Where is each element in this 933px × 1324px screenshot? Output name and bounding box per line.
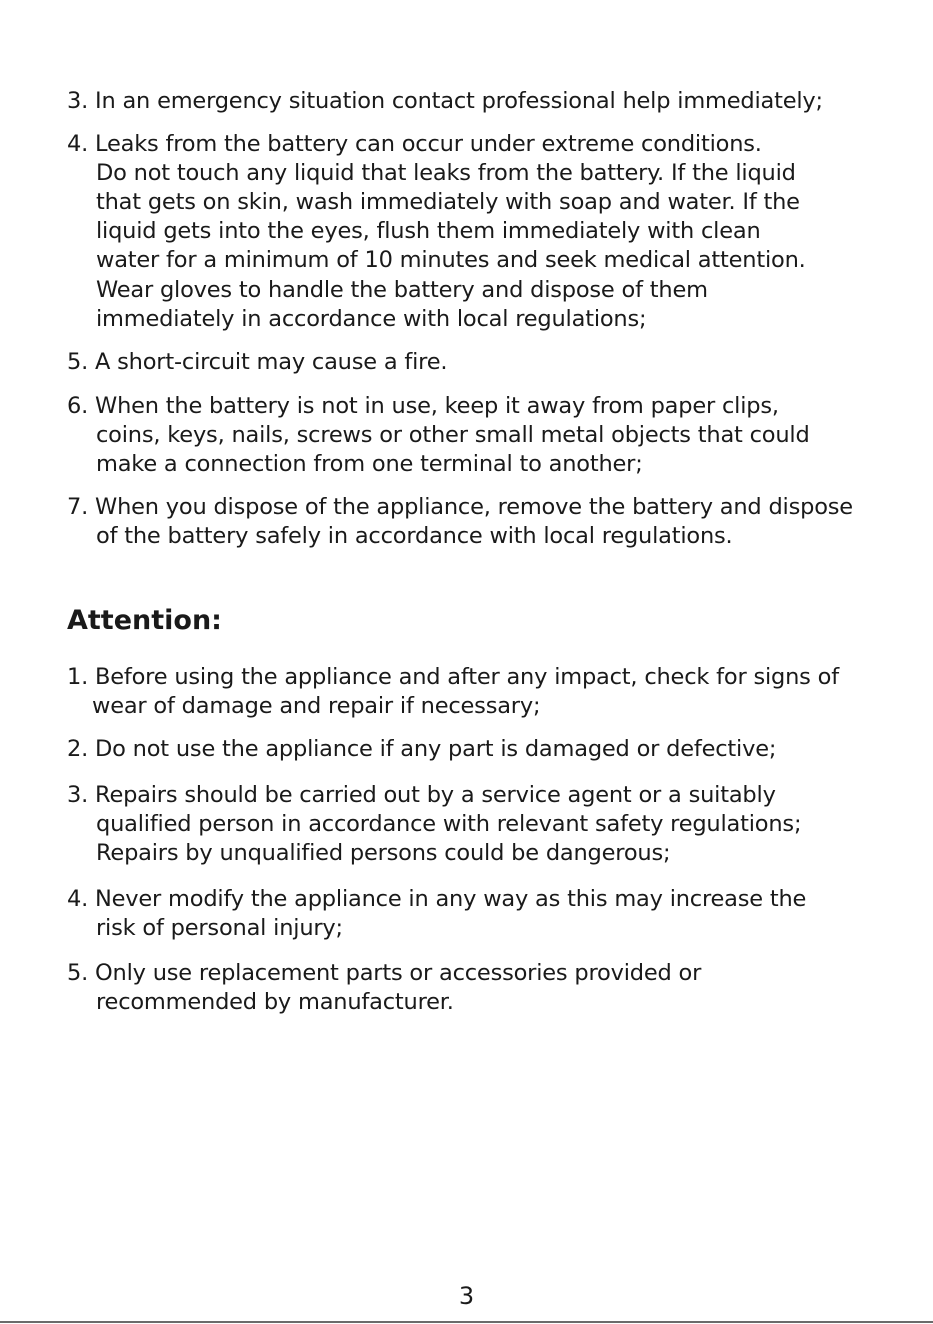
attention-item-1-line: 1. Before using the appliance and after any impact, check for signs of [67,664,839,690]
battery-item-4-line: Do not touch any liquid that leaks from the battery. If the liquid [96,160,796,186]
battery-item-4-line: Wear gloves to handle the battery and dispose of them [96,277,708,303]
attention-item-3-line: 3. Repairs should be carried out by a service agent or a suitably [67,782,776,808]
page-bottom-divider [0,1321,933,1323]
attention-item-4-line: risk of personal injury; [96,915,343,941]
attention-item-5-line: 5. Only use replacement parts or accessories provided or [67,960,702,986]
battery-item-4-line: liquid gets into the eyes, flush them immediately with clean [96,218,761,244]
battery-item-3: 3. In an emergency situation contact professional help immediately; [67,88,823,114]
battery-item-6-line: coins, keys, nails, screws or other small metal objects that could [96,422,810,448]
attention-heading: Attention: [67,605,222,636]
battery-item-6-line: 6. When the battery is not in use, keep it away from paper clips, [67,393,779,419]
battery-item-4-line: 4. Leaks from the battery can occur under extreme conditions. [67,131,762,157]
battery-item-4-line: that gets on skin, wash immediately with soap and water. If the [96,189,800,215]
page-number: 3 [458,1282,475,1310]
battery-item-7-line: 7. When you dispose of the appliance, remove the battery and dispose [67,494,853,520]
battery-item-6-line: make a connection from one terminal to another; [96,451,643,477]
attention-item-3-line: qualified person in accordance with relevant safety regulations; [96,811,802,837]
attention-item-3-line: Repairs by unqualified persons could be dangerous; [96,840,671,866]
battery-item-5: 5. A short-circuit may cause a fire. [67,349,448,375]
battery-item-7-line: of the battery safely in accordance with local regulations. [96,523,733,549]
attention-item-4-line: 4. Never modify the appliance in any way as this may increase the [67,886,807,912]
attention-item-2: 2. Do not use the appliance if any part is damaged or defective; [67,736,777,762]
attention-item-1-line: wear of damage and repair if necessary; [92,693,541,719]
attention-item-5-line: recommended by manufacturer. [96,989,454,1015]
battery-item-4-line: immediately in accordance with local regulations; [96,306,647,332]
battery-item-4-line: water for a minimum of 10 minutes and seek medical attention. [96,247,806,273]
